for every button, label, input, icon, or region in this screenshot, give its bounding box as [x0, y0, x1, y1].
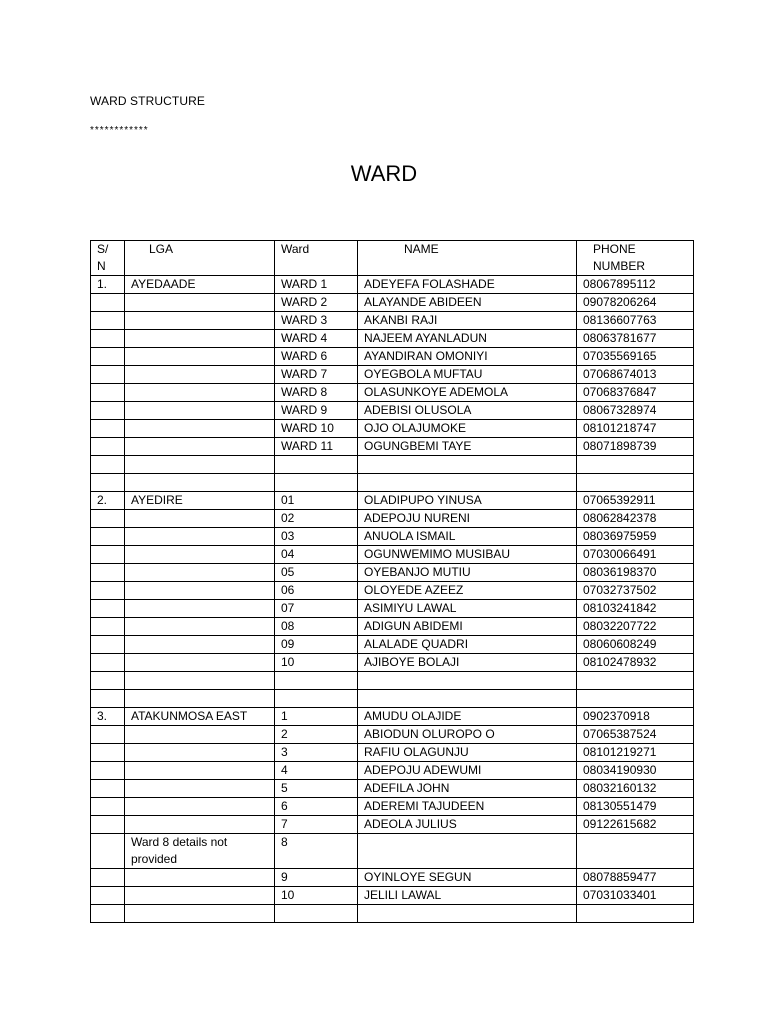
cell-lga [125, 636, 275, 654]
cell-ward [275, 474, 358, 492]
header-ward: Ward [275, 241, 358, 276]
cell-phone [577, 672, 694, 690]
cell-ward: 8 [275, 834, 358, 869]
cell-lga [125, 780, 275, 798]
cell-sn [91, 905, 125, 923]
table-row [91, 348, 694, 366]
table-row [91, 887, 694, 905]
table-row [91, 726, 694, 744]
header-lga: LGA [125, 241, 275, 276]
cell-lga [125, 672, 275, 690]
cell-ward [275, 905, 358, 923]
cell-ward: 1 [275, 708, 358, 726]
cell-name: ADEPOJU NURENI [358, 510, 577, 528]
cell-sn [91, 690, 125, 708]
cell-ward: 9 [275, 869, 358, 887]
cell-ward: 6 [275, 798, 358, 816]
cell-ward: 10 [275, 654, 358, 672]
cell-phone: 08102478932 [577, 654, 694, 672]
table-row [91, 816, 694, 834]
table-row [91, 690, 694, 708]
cell-phone: 08136607763 [577, 312, 694, 330]
cell-lga [125, 366, 275, 384]
table-row [91, 762, 694, 780]
cell-lga: AYEDIRE [125, 492, 275, 510]
cell-ward: 07 [275, 600, 358, 618]
cell-sn [91, 600, 125, 618]
cell-sn [91, 510, 125, 528]
cell-ward: WARD 9 [275, 402, 358, 420]
table-row [91, 564, 694, 582]
cell-name: OYEGBOLA MUFTAU [358, 366, 577, 384]
cell-lga [125, 528, 275, 546]
cell-phone: 07068674013 [577, 366, 694, 384]
cell-name: ADEPOJU ADEWUMI [358, 762, 577, 780]
cell-name: OLOYEDE AZEEZ [358, 582, 577, 600]
cell-name: AYANDIRAN OMONIYI [358, 348, 577, 366]
cell-phone: 08060608249 [577, 636, 694, 654]
cell-sn [91, 474, 125, 492]
cell-sn [91, 420, 125, 438]
cell-name: JELILI LAWAL [358, 887, 577, 905]
cell-name: NAJEEM AYANLADUN [358, 330, 577, 348]
cell-lga [125, 905, 275, 923]
cell-ward: WARD 8 [275, 384, 358, 402]
cell-sn [91, 744, 125, 762]
cell-ward [275, 672, 358, 690]
cell-phone: 08067328974 [577, 402, 694, 420]
cell-name [358, 690, 577, 708]
cell-ward: 05 [275, 564, 358, 582]
cell-phone [577, 456, 694, 474]
cell-sn [91, 618, 125, 636]
cell-lga [125, 798, 275, 816]
cell-lga [125, 816, 275, 834]
ward-table [90, 240, 694, 923]
table-row [91, 798, 694, 816]
cell-sn [91, 330, 125, 348]
cell-name: ADIGUN ABIDEMI [358, 618, 577, 636]
cell-phone: 08101219271 [577, 744, 694, 762]
cell-name: AKANBI RAJI [358, 312, 577, 330]
table-row [91, 492, 694, 510]
cell-ward: 06 [275, 582, 358, 600]
table-row [91, 618, 694, 636]
cell-phone: 08062842378 [577, 510, 694, 528]
cell-phone: 08071898739 [577, 438, 694, 456]
table-row [91, 654, 694, 672]
cell-phone: 08130551479 [577, 798, 694, 816]
table-row [91, 582, 694, 600]
cell-ward: 02 [275, 510, 358, 528]
cell-phone: 08101218747 [577, 420, 694, 438]
cell-lga [125, 510, 275, 528]
cell-name: OGUNGBEMI TAYE [358, 438, 577, 456]
table-row [91, 672, 694, 690]
cell-lga [125, 312, 275, 330]
cell-name [358, 834, 577, 869]
cell-name: ADEOLA JULIUS [358, 816, 577, 834]
cell-name: OYINLOYE SEGUN [358, 869, 577, 887]
cell-phone: 08036198370 [577, 564, 694, 582]
cell-name: ADEREMI TAJUDEEN [358, 798, 577, 816]
cell-sn: 2. [91, 492, 125, 510]
cell-lga [125, 690, 275, 708]
cell-name [358, 905, 577, 923]
cell-lga: Ward 8 details not provided [125, 834, 275, 869]
cell-lga [125, 762, 275, 780]
cell-name: OLASUNKOYE ADEMOLA [358, 384, 577, 402]
table-row [91, 294, 694, 312]
cell-ward: WARD 6 [275, 348, 358, 366]
cell-name: ADEBISI OLUSOLA [358, 402, 577, 420]
cell-sn [91, 816, 125, 834]
table-row [91, 402, 694, 420]
cell-ward: WARD 2 [275, 294, 358, 312]
table-row [91, 905, 694, 923]
cell-phone: 07030066491 [577, 546, 694, 564]
header-name: NAME [358, 241, 577, 276]
cell-lga [125, 474, 275, 492]
cell-sn [91, 528, 125, 546]
cell-name: ASIMIYU LAWAL [358, 600, 577, 618]
cell-name: AJIBOYE BOLAJI [358, 654, 577, 672]
cell-phone: 08063781677 [577, 330, 694, 348]
cell-phone [577, 474, 694, 492]
table-header-row [91, 241, 694, 276]
cell-sn [91, 834, 125, 869]
cell-sn: 3. [91, 708, 125, 726]
cell-sn [91, 438, 125, 456]
cell-sn [91, 582, 125, 600]
cell-name: AMUDU OLAJIDE [358, 708, 577, 726]
cell-ward [275, 690, 358, 708]
table-row [91, 312, 694, 330]
cell-phone [577, 690, 694, 708]
table-row [91, 528, 694, 546]
header-phone: PHONE NUMBER [577, 241, 694, 276]
cell-ward: 03 [275, 528, 358, 546]
cell-lga [125, 294, 275, 312]
cell-sn [91, 294, 125, 312]
cell-phone: 09122615682 [577, 816, 694, 834]
table-row [91, 456, 694, 474]
cell-phone [577, 834, 694, 869]
cell-ward [275, 456, 358, 474]
cell-name: RAFIU OLAGUNJU [358, 744, 577, 762]
cell-sn [91, 798, 125, 816]
cell-sn [91, 312, 125, 330]
table-body [91, 276, 694, 923]
cell-lga [125, 348, 275, 366]
cell-ward: WARD 1 [275, 276, 358, 294]
cell-sn [91, 636, 125, 654]
cell-phone: 07065392911 [577, 492, 694, 510]
cell-sn [91, 348, 125, 366]
cell-name: ABIODUN OLUROPO O [358, 726, 577, 744]
cell-sn [91, 654, 125, 672]
cell-phone: 09078206264 [577, 294, 694, 312]
cell-phone: 07035569165 [577, 348, 694, 366]
separator-stars: ************ [90, 125, 149, 136]
header-sn: S/ N [91, 241, 125, 276]
cell-lga [125, 564, 275, 582]
cell-ward: 2 [275, 726, 358, 744]
cell-sn [91, 869, 125, 887]
cell-lga [125, 744, 275, 762]
cell-phone: 08067895112 [577, 276, 694, 294]
cell-phone: 08032160132 [577, 780, 694, 798]
cell-name: OJO OLAJUMOKE [358, 420, 577, 438]
cell-lga [125, 869, 275, 887]
cell-ward: 01 [275, 492, 358, 510]
cell-phone: 08078859477 [577, 869, 694, 887]
cell-name [358, 456, 577, 474]
cell-lga [125, 600, 275, 618]
cell-lga: ATAKUNMOSA EAST [125, 708, 275, 726]
cell-ward: WARD 4 [275, 330, 358, 348]
cell-lga [125, 546, 275, 564]
table-row [91, 384, 694, 402]
cell-sn [91, 762, 125, 780]
cell-name: ANUOLA ISMAIL [358, 528, 577, 546]
cell-phone: 07068376847 [577, 384, 694, 402]
cell-name: OYEBANJO MUTIU [358, 564, 577, 582]
cell-ward: 04 [275, 546, 358, 564]
cell-lga [125, 402, 275, 420]
table-row [91, 546, 694, 564]
cell-name: ALALADE QUADRI [358, 636, 577, 654]
table-row [91, 438, 694, 456]
cell-lga [125, 384, 275, 402]
cell-sn [91, 456, 125, 474]
cell-sn: 1. [91, 276, 125, 294]
table-row [91, 330, 694, 348]
cell-sn [91, 887, 125, 905]
cell-name: OGUNWEMIMO MUSIBAU [358, 546, 577, 564]
table-row [91, 834, 694, 869]
cell-sn [91, 402, 125, 420]
table-row [91, 869, 694, 887]
cell-phone: 08103241842 [577, 600, 694, 618]
page-title: WARD [350, 161, 418, 186]
cell-name: OLADIPUPO YINUSA [358, 492, 577, 510]
cell-ward: 08 [275, 618, 358, 636]
cell-ward: WARD 11 [275, 438, 358, 456]
cell-ward: WARD 7 [275, 366, 358, 384]
cell-phone: 0902370918 [577, 708, 694, 726]
cell-phone: 08036975959 [577, 528, 694, 546]
cell-sn [91, 726, 125, 744]
cell-sn [91, 780, 125, 798]
table-row [91, 708, 694, 726]
cell-name [358, 672, 577, 690]
table-row [91, 636, 694, 654]
cell-lga [125, 654, 275, 672]
cell-ward: 7 [275, 816, 358, 834]
cell-name: ALAYANDE ABIDEEN [358, 294, 577, 312]
cell-ward: 5 [275, 780, 358, 798]
cell-ward: WARD 10 [275, 420, 358, 438]
cell-phone [577, 905, 694, 923]
cell-lga [125, 618, 275, 636]
cell-phone: 07031033401 [577, 887, 694, 905]
cell-phone: 08032207722 [577, 618, 694, 636]
table-row [91, 474, 694, 492]
table-row [91, 600, 694, 618]
cell-sn [91, 384, 125, 402]
cell-sn [91, 366, 125, 384]
cell-phone: 08034190930 [577, 762, 694, 780]
cell-name: ADEYEFA FOLASHADE [358, 276, 577, 294]
cell-ward: 3 [275, 744, 358, 762]
cell-sn [91, 672, 125, 690]
cell-sn [91, 546, 125, 564]
cell-name [358, 474, 577, 492]
cell-lga [125, 330, 275, 348]
table-row [91, 744, 694, 762]
table-row [91, 420, 694, 438]
table-row [91, 276, 694, 294]
cell-lga [125, 420, 275, 438]
cell-lga [125, 887, 275, 905]
cell-ward: 10 [275, 887, 358, 905]
cell-lga [125, 726, 275, 744]
cell-sn [91, 564, 125, 582]
cell-name: ADEFILA JOHN [358, 780, 577, 798]
cell-lga: AYEDAADE [125, 276, 275, 294]
cell-ward: WARD 3 [275, 312, 358, 330]
cell-lga [125, 456, 275, 474]
cell-ward: 09 [275, 636, 358, 654]
table-row [91, 366, 694, 384]
table-row [91, 510, 694, 528]
cell-lga [125, 582, 275, 600]
document-heading: WARD STRUCTURE [90, 94, 205, 108]
cell-phone: 07065387524 [577, 726, 694, 744]
cell-lga [125, 438, 275, 456]
table-row [91, 780, 694, 798]
cell-ward: 4 [275, 762, 358, 780]
cell-phone: 07032737502 [577, 582, 694, 600]
